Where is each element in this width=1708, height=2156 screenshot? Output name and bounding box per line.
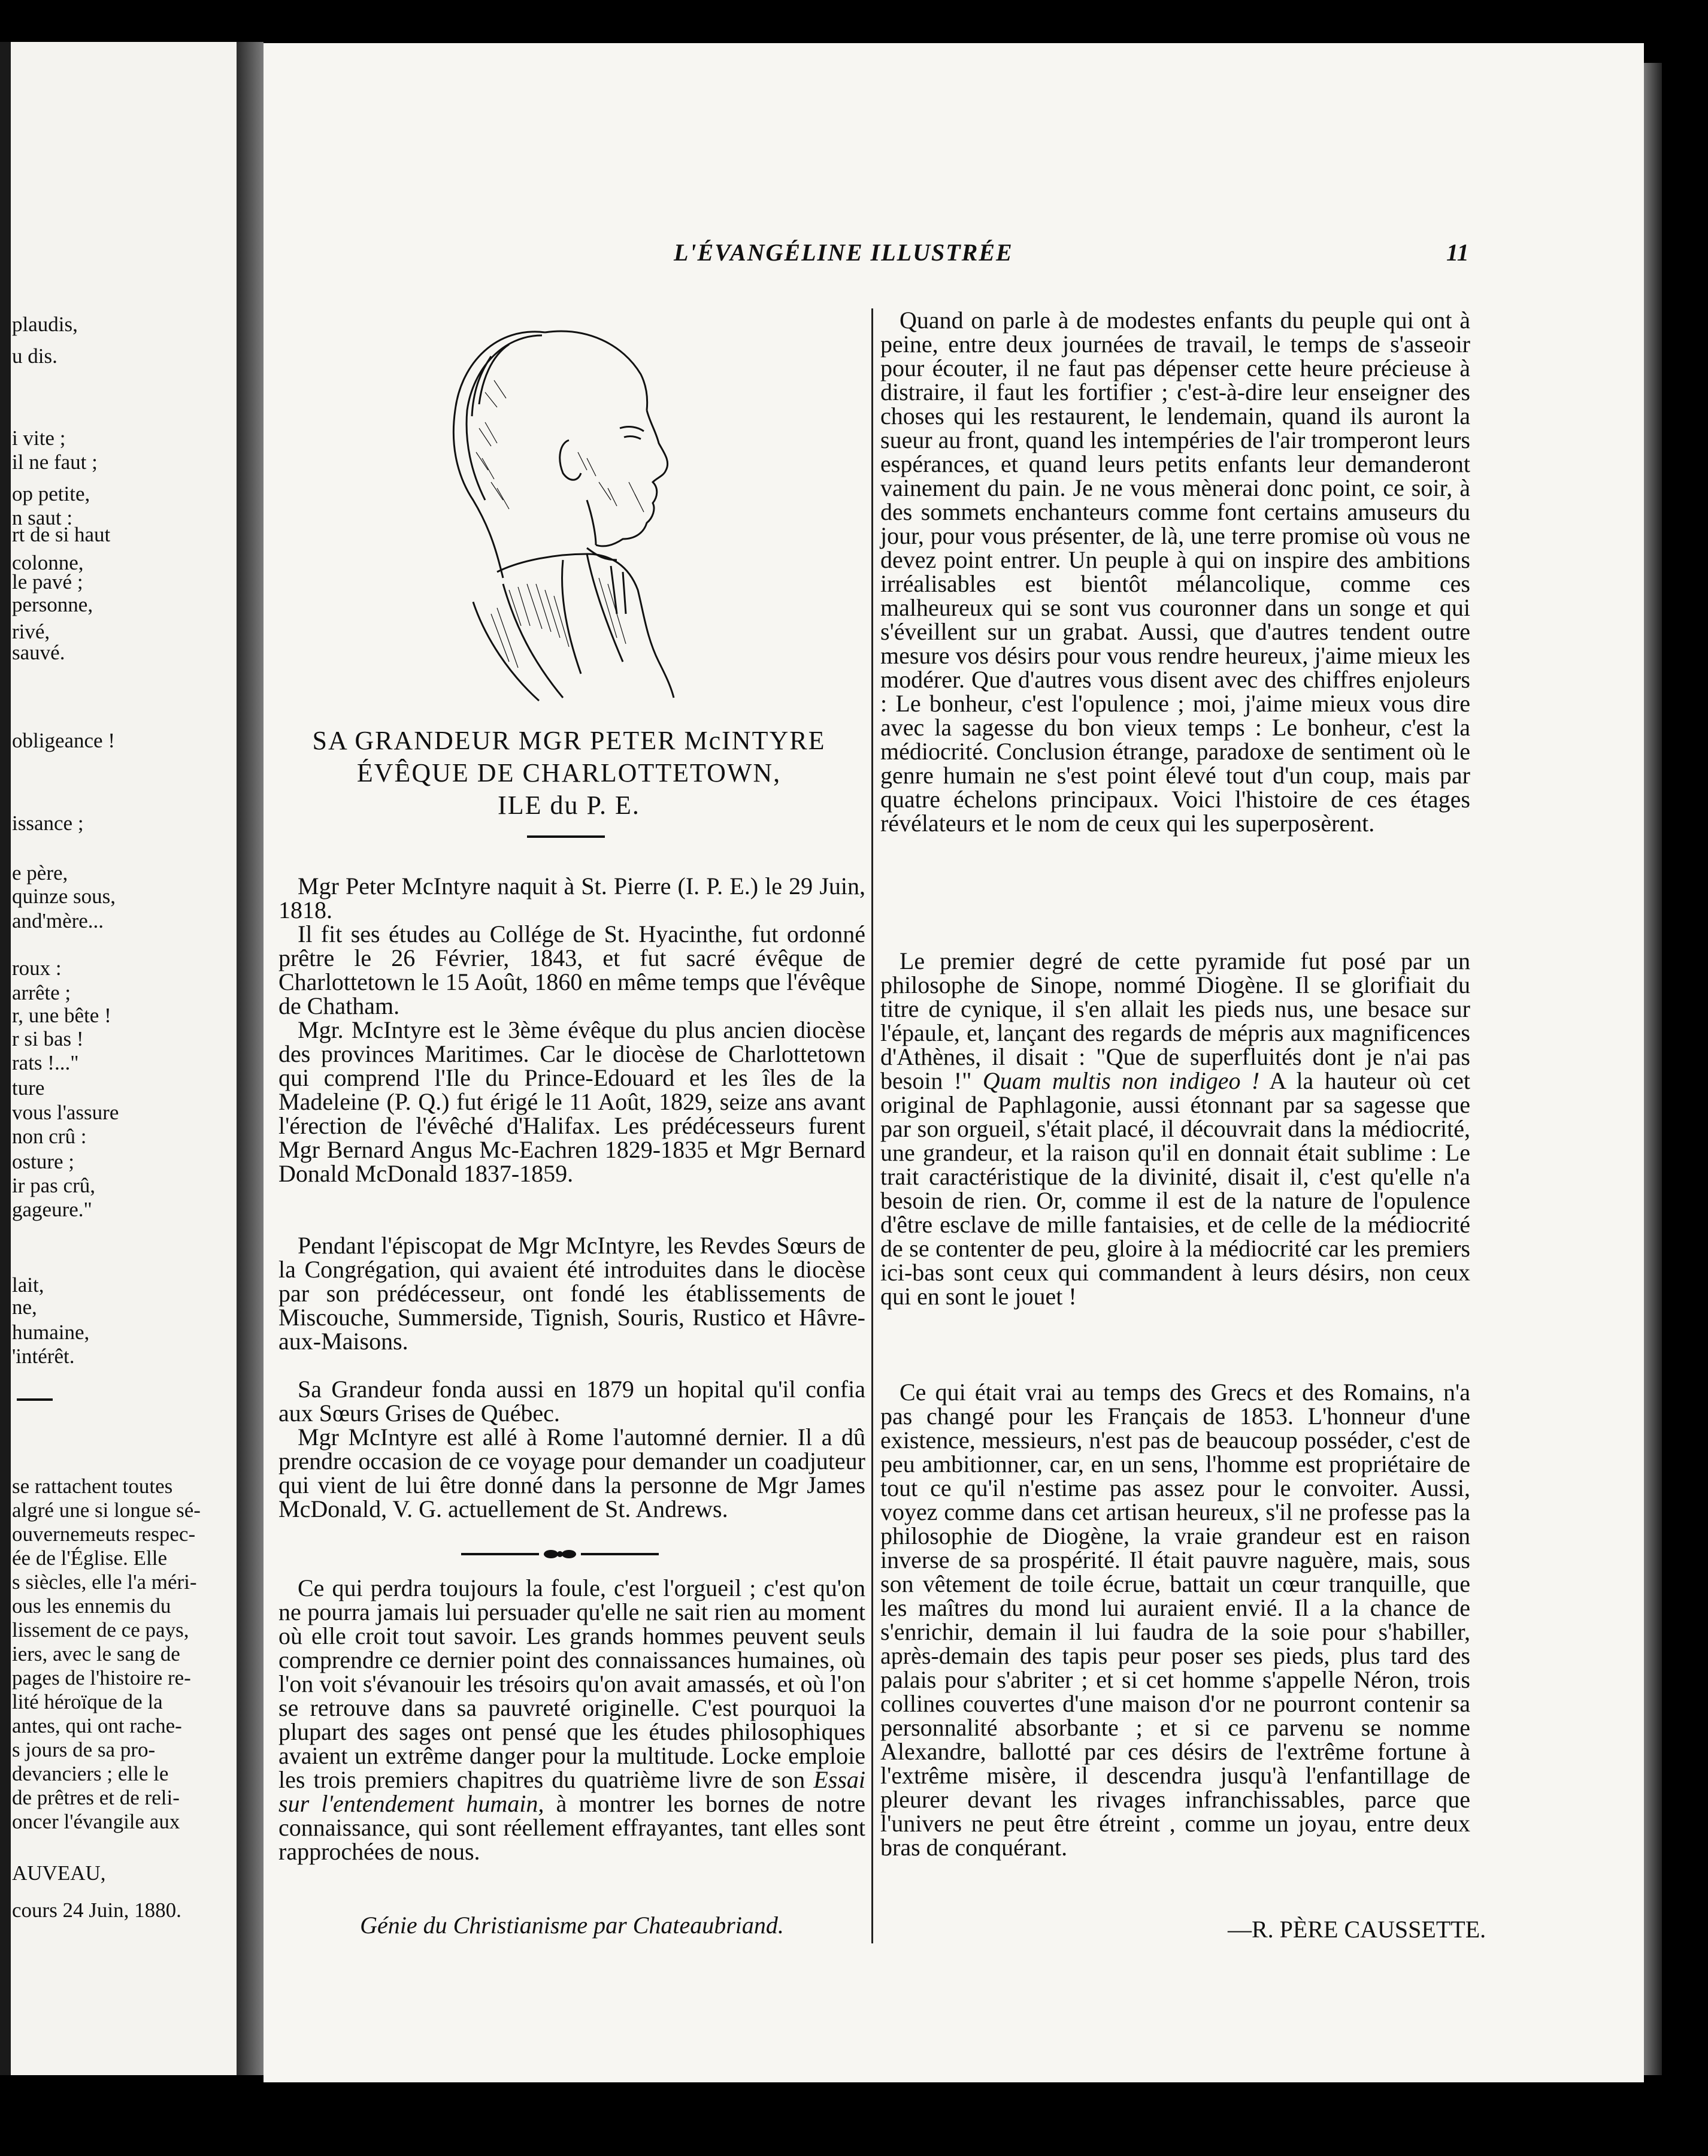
left-page-rule: [17, 1398, 53, 1401]
left-page-fragment-line: rt de si haut: [12, 523, 111, 546]
left-page-fragment-line: s jours de sa pro-: [12, 1738, 156, 1761]
quote-attribution: Génie du Christianisme par Chateaubriand.: [360, 1912, 784, 1939]
page-edge: [1644, 63, 1662, 2075]
left-page-fragment-line: and'mère...: [12, 909, 104, 932]
running-head: L'ÉVANGÉLINE ILLUSTRÉE: [674, 239, 1013, 266]
left-page-edge: [0, 42, 11, 2075]
left-page-fragment-line: gageure.": [12, 1198, 92, 1221]
left-page-fragment-line: colonne,: [12, 551, 84, 574]
left-page-text: [12, 0, 234, 2036]
left-page-fragment-line: op petite,: [12, 482, 90, 505]
column2-paragraph-1: Quand on parle à de modestes enfants du peuple qui ont à peine, entre deux journées de travail, le temps de s'asseoir pour écouter, il ne faut pas dépenser cette heure précieuse à distraire, il faut les fortifier ; c'est-à-dire leur enseigner des choses qui les restaurent, le lendemain, quand ils auront la sueur au front, quand les intempéries de l'air tromperont leurs espérances, et quand leurs petits enfants leur demanderont vainement du pain. Je ne vous mènerai donc point, ce soir, à des sommets enchanteurs comme font certains amuseurs du jour, pour vous présenter, de là, une terre promise où vous ne devez point entrer. Un peuple à qui on inspire des ambitions irréalisables est bientôt mélancolique, comme ces malheureux qui se sont vus couronner dans un songe et qui s'éveillent sur un grabat. Aussi, que d'autres tendent outre mesure vos désirs pour vous rendre heureux, j'aime mieux les modérer. Que d'autres vous disent avec des chiffres enjoleurs : Le bonheur, c'est l'opulence ; moi, j'aime mieux vous dire avec la sagesse du bon vieux temps : Le bonheur, c'est la médiocrité. Conclusion étrange, paradoxe de sentiment où le genre humain ne s'est point élevé tout d'un coup, mais par quatre échelons principaux. Voici l'histoire de ces étages révélateurs et le nom de ceux qui les superposèrent.: [880, 307, 1470, 837]
column2-paragraph-3: Ce qui était vrai au temps des Grecs et des Romains, n'a pas changé pour les Français de 1853. L'honneur d'une existence, messieurs, n'est pas de beaucoup posséder, c'est de peu ambitionner, car, en un sens, l'homme est propriétaire de tout ce qu'il n'estime pas assez pour le convoiter. Aussi, voyez comme dans cet artisan heureux, s'il ne professe pas la philosophie de Diogène, la vraie grandeur est en raison inverse de sa prospérité. Il était pauvre naguère, mais, sous son vêtement de toile écrue, battait un cœur tranquille, que les maîtres du mond lui auraient envié. Il a la chance de s'enrichir, demain il lui faudra de la soie pour s'habiller, après-demain des tapis peur poser ses pieds, plus tard des palais pour s'abriter ; et si cet homme s'appelle Néron, trois collines couvertes d'une maison d'or ne pourront contenir sa personnalité absorbante ; et si ce parvenu se nomme Alexandre, ballotté par ces désirs de l'extrême fortune à l'extrême misère, il descendra jusqu'à l'enfantillage de pleurer devant les rivages infranchissables, parce que l'univers ne peut être étreint , comme un joyau, entre deux bras de conquérant.: [880, 1379, 1470, 1861]
bio-paragraph-3: Mgr. McIntyre est le 3ème évêque du plus ancien diocèse des provinces Maritimes. Car le diocèse de Charlottetown qui comprend l'Ile du Prince-Edouard et les îles de la Madeleine (P. Q.) fut érigé le 11 Août, 1829, seize ans avant l'érection de l'évêché d'Halifax. Les prédécesseurs furent Mgr Bernard Angus Mc-Eachren 1829-1835 et Mgr Bernard Donald McDonald 1837-1859.: [278, 1016, 865, 1187]
left-page-fragment-line: se rattachent toutes: [12, 1474, 173, 1498]
bio-paragraph-6: Mgr McIntyre est allé à Rome l'automné dernier. Il a dû prendre occasion de ce voyage pour demander un coadjuteur qui vient de lui être donné dans la personne de Mgr James McDonald, V. G. actuellement de St. Andrews.: [278, 1424, 865, 1522]
left-page-fragment-line: quinze sous,: [12, 885, 116, 908]
ornament-divider: [461, 1548, 659, 1560]
left-page-fragment-line: il ne faut ;: [12, 450, 98, 474]
left-page-fragment-line: ne,: [12, 1295, 37, 1319]
caption-line-2: ÉVÊQUE DE CHARLOTTETOWN,: [356, 758, 782, 788]
left-page-fragment-line: humaine,: [12, 1321, 90, 1344]
left-page-fragment-line: antes, qui ont rache-: [12, 1714, 182, 1737]
left-page-fragment-line: obligeance !: [12, 729, 115, 752]
left-page-fragment-line: lait,: [12, 1273, 44, 1297]
bio-paragraph-2: Il fit ses études au Collége de St. Hyacinthe, fut ordonné prêtre le 26 Février, 1843, et fut sacré évêque de Charlottetown le 15 Août, 1860 en même temps que l'évêque de Chatham.: [278, 920, 865, 1019]
page-number: 11: [1446, 239, 1469, 266]
left-page-fragment-line: r si bas !: [12, 1027, 84, 1050]
left-page-fragment-line: ouvernemeuts respec-: [12, 1522, 196, 1546]
author-signature: —R. PÈRE CAUSSETTE.: [1228, 1916, 1486, 1943]
caption-line-3: ILE du P. E.: [498, 791, 640, 820]
left-page-fragment-line: ture: [12, 1076, 45, 1100]
chateaubriand-quote: [278, 1576, 865, 1864]
left-page-fragment-line: u dis.: [12, 344, 57, 368]
left-page-fragment-line: lissement de ce pays,: [12, 1618, 189, 1642]
bishop-portrait-engraving: [407, 302, 707, 716]
portrait-caption: [272, 725, 865, 822]
caption-rule: [527, 835, 605, 838]
left-page-fragment-line: sauvé.: [12, 641, 65, 664]
left-page-fragment-line: oncer l'évangile aux: [12, 1810, 180, 1833]
left-page-fragment-line: s siècles, elle l'a méri-: [12, 1570, 197, 1594]
column2-paragraph-2: [880, 949, 1470, 1309]
left-page-fragment-line: r, une bête !: [12, 1004, 111, 1027]
left-page-fragment-line: vous l'assure: [12, 1101, 119, 1124]
left-page-fragment-line: ous les ennemis du: [12, 1594, 171, 1618]
book-gutter: [237, 42, 264, 2075]
column2-paragraph-2-text: Le premier degré de cette pyramide fut posé par un philosophe de Sinope, nommé Diogène. Il se glorifiait du titre de cynique, il s'en allait les pieds nus, une besace sur l'épaule, et, lançant des regards de mépris aux magnificences d'Athènes, il disait : "Que de superfluités dont je n'ai pas besoin !": [880, 947, 1470, 1094]
left-page-fragment-line: algré une si longue sé-: [12, 1498, 201, 1522]
left-page-fragment-line: n saut :: [12, 506, 73, 529]
left-page-fragment-line: osture ;: [12, 1150, 75, 1173]
bio-paragraph-1: Mgr Peter McIntyre naquit à St. Pierre (I. P. E.) le 29 Juin, 1818.: [278, 873, 865, 923]
left-page-fragment-line: 'intérêt.: [12, 1345, 75, 1368]
latin-quote: Quam multis non indigeo !: [982, 1067, 1260, 1094]
left-page-fragment-line: ée de l'Église. Elle: [12, 1546, 167, 1570]
left-page-fragment-line: de prêtres et de reli-: [12, 1786, 180, 1809]
left-page-fragment-line: cours 24 Juin, 1880.: [12, 1898, 181, 1922]
quote-text-end: à montrer les bornes de notre connaissance, qui sont réellement effrayantes, tant elles sont rapprochées de nous.: [278, 1790, 866, 1865]
column-divider: [871, 308, 873, 1943]
left-page-fragment-line: devanciers ; elle le: [12, 1762, 169, 1785]
left-page-fragment-line: AUVEAU,: [12, 1861, 106, 1885]
quote-text: Ce qui perdra toujours la foule, c'est l'orgueil ; c'est qu'on ne pourra jamais lui persuader qu'elle ne sait rien au moment où elle croit tout savoir. Les grands hommes peuvent seuls comprendre ce dernier point des connaissances humaines, où l'on voit s'évanouir les trésoirs qu'on avait amassés, et où l'on se retrouve dans sa pauvreté originelle. C'est pourquoi la plupart des sages ont pensé que les études philosophiques avaient un extrême danger pour la multitude. Locke emploie les trois premiers chapitres du quatrième livre de son: [278, 1574, 865, 1793]
left-page-fragment-line: personne,: [12, 593, 93, 616]
left-page-fragment-line: arrête ;: [12, 981, 71, 1004]
bio-paragraph-4: Pendant l'épiscopat de Mgr McIntyre, les Revdes Sœurs de la Congrégation, qui avaient été introduites dans le diocèse par son prédécesseur, ont fondé les établissements de Miscouche, Summerside, Tignish, Souris, Rustico et Hâvre-aux-Maisons.: [278, 1232, 865, 1355]
left-page-fragment-line: issance ;: [12, 811, 84, 835]
left-page-fragment-line: le pavé ;: [12, 570, 83, 593]
left-page-fragment-line: lité héroïque de la: [12, 1690, 163, 1713]
left-page-fragment-line: e père,: [12, 861, 68, 885]
left-page-fragment-line: ir pas crû,: [12, 1174, 95, 1197]
left-page-fragment-line: non crû :: [12, 1125, 87, 1148]
left-page-fragment-line: roux :: [12, 956, 62, 980]
bio-paragraph-5: Sa Grandeur fonda aussi en 1879 un hopital qu'il confia aux Sœurs Grises de Québec.: [278, 1376, 865, 1427]
left-page-fragment-line: i vite ;: [12, 426, 66, 450]
caption-line-1: SA GRANDEUR MGR PETER McINTYRE: [312, 726, 826, 755]
left-page-fragment-line: pages de l'histoire re-: [12, 1666, 191, 1689]
quote-book-title: Essai sur l'entendement humain,: [278, 1766, 866, 1817]
left-page-fragment-line: plaudis,: [12, 313, 78, 336]
left-page-fragment-line: rivé,: [12, 620, 50, 643]
column2-paragraph-2-text-end: A la hauteur où cet original de Paphlagonie, aussi étonnant par sa sagesse que par son orgueil, s'était placé, il découvrait dans la médiocrité, une grandeur, et la raison qu'il en donnait était sublime : Le trait caractéristique de la divinité, disait il, c'est qu'elle n'a besoin de rien. Or, comme il est de la nature de l'opulence d'être esclave de mille fantaisies, et de celle de la médiocrité de se contenter de peu, gloire à la médiocrité car les premiers ici-bas sont ceux qui commandent à leurs désirs, non ceux qui en sont le jouet !: [880, 1067, 1470, 1310]
left-page-fragment-line: rats !...": [12, 1051, 79, 1074]
left-page-fragment-line: iers, avec le sang de: [12, 1642, 180, 1666]
